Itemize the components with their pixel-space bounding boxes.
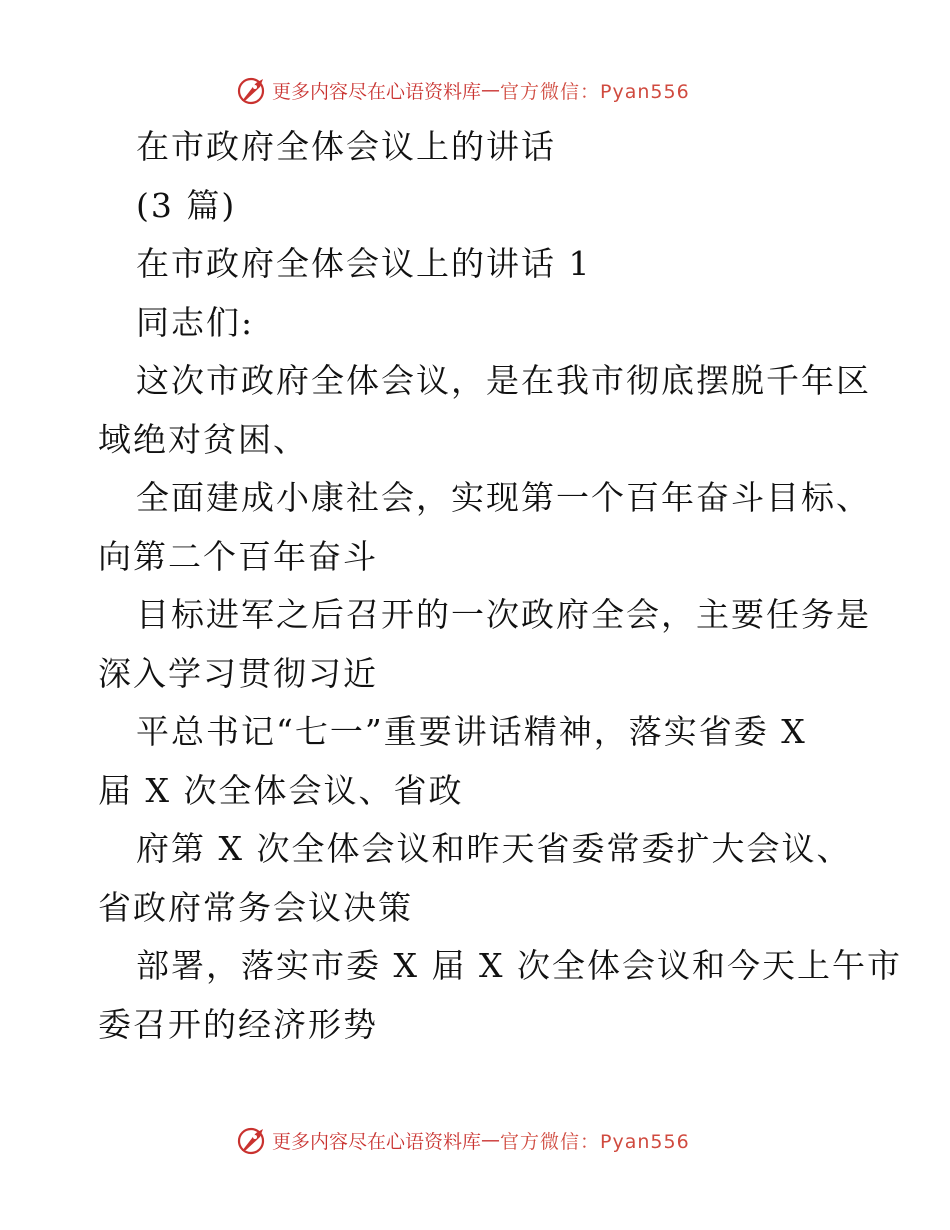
text-line: 深入学习贯彻习近: [98, 653, 378, 693]
text-line: 委召开的经济形势: [98, 1004, 378, 1044]
doc-subtitle: (3 篇): [136, 185, 237, 225]
pen-nib-icon: [236, 74, 268, 106]
watermark-separator: —: [481, 1129, 501, 1151]
pen-nib-icon: [236, 1124, 268, 1156]
watermark-text: 更多内容尽在心语资料库: [272, 1130, 482, 1153]
text-line: 全面建成小康社会，实现第一个百年奋斗目标、: [136, 478, 871, 517]
doc-title: 在市政府全体会议上的讲话: [136, 127, 556, 166]
salutation: 同志们:: [136, 302, 255, 342]
text-line: 这次市政府全体会议，是在我市彻底摆脱千年区: [136, 361, 871, 400]
text-line: 省政府常务会议决策: [98, 887, 413, 927]
text-line: 目标进军之后召开的一次政府全会，主要任务是: [136, 595, 871, 634]
watermark-suffix: 官方微信：Pyan556: [500, 80, 690, 103]
watermark-separator: —: [481, 79, 501, 101]
footer-watermark: [236, 1123, 690, 1157]
text-line: 府第 X 次全体会议和昨天省委常委扩大会议、: [136, 829, 852, 868]
text-line: 域绝对贫困、: [98, 419, 308, 459]
watermark-text: 更多内容尽在心语资料库: [272, 80, 482, 103]
header-watermark: [236, 73, 690, 107]
document-body: [98, 118, 902, 1054]
section-heading: 在市政府全体会议上的讲话 1: [136, 244, 592, 283]
text-line: 平总书记“七一”重要讲话精神，落实省委 X: [136, 712, 807, 751]
text-line: 向第二个百年奋斗: [98, 536, 378, 576]
text-line: 届 X 次全体会议、省政: [98, 770, 464, 810]
watermark-suffix: 官方微信：Pyan556: [500, 1130, 690, 1153]
text-line: 部署，落实市委 X 届 X 次全体会议和今天上午市: [136, 946, 902, 985]
